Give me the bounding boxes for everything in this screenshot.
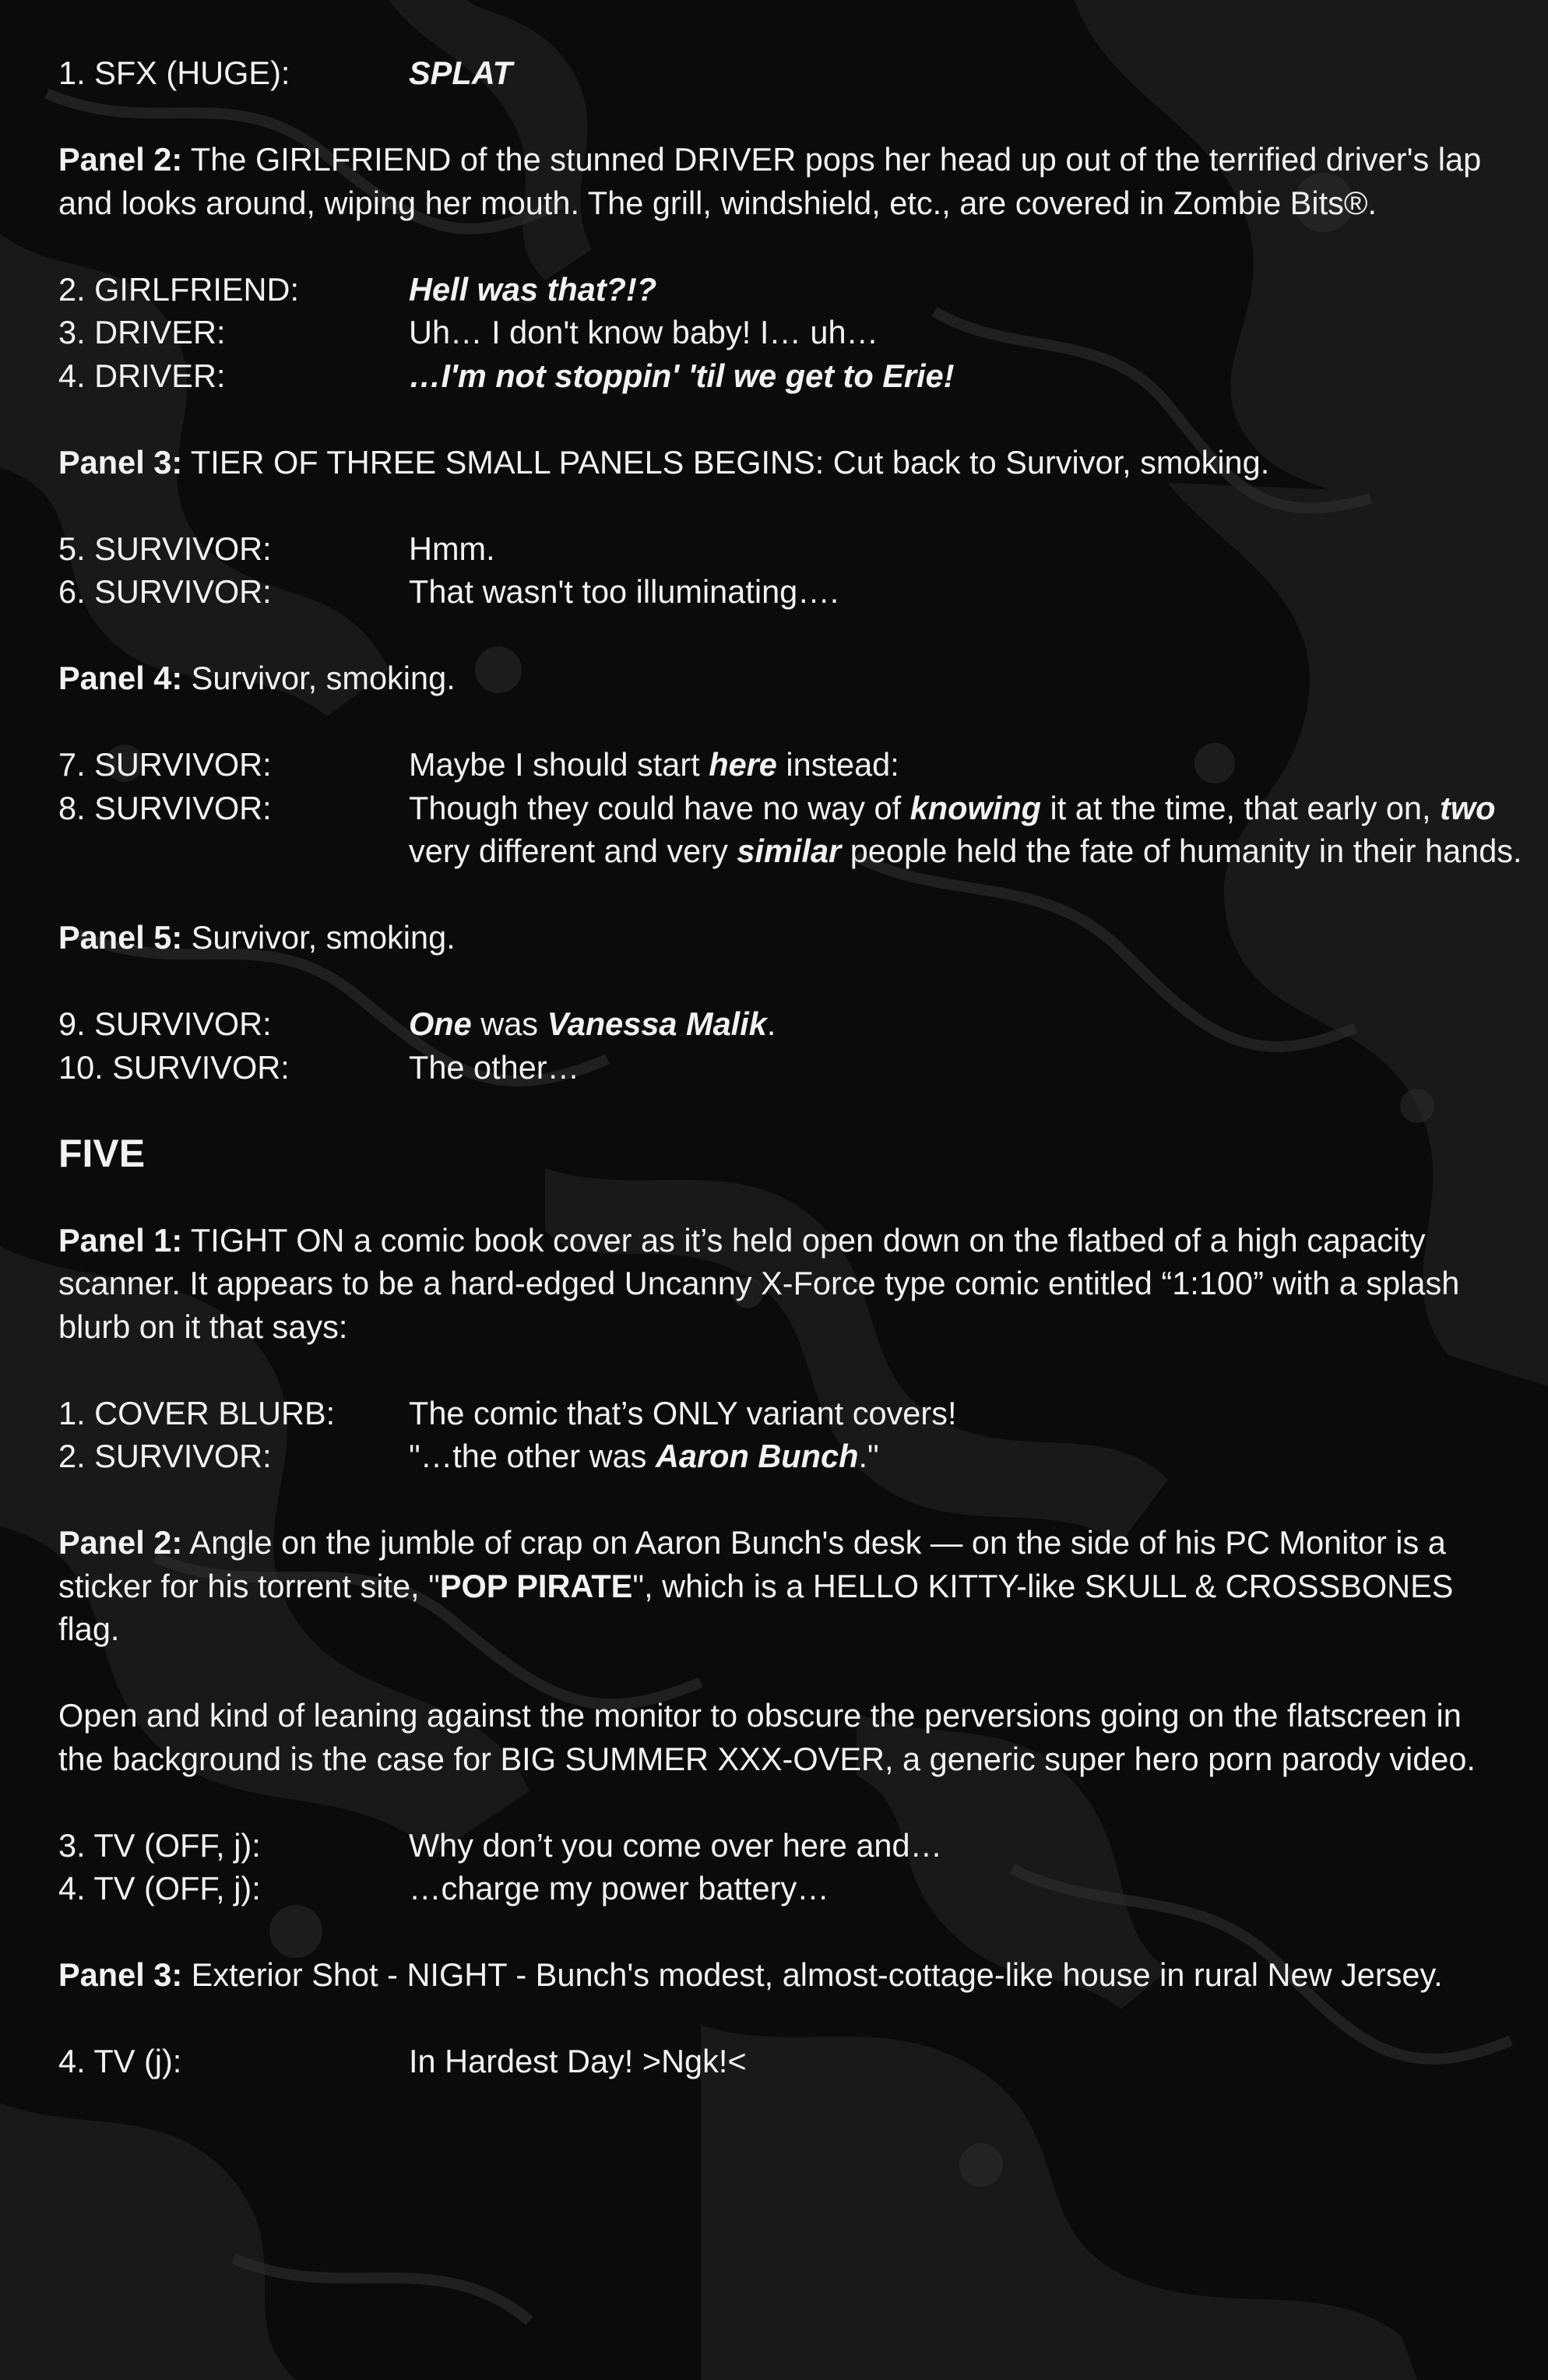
panel-description	[58, 1953, 1491, 1997]
dialogue-text	[409, 787, 1546, 873]
panel-description	[58, 1219, 1491, 1349]
emphasis-run: two	[1440, 789, 1496, 826]
script-line	[58, 570, 1548, 614]
text-run: Maybe I should start	[409, 746, 709, 783]
panel-text: The GIRLFRIEND of the stunned DRIVER pops her head up out of the terrified driver's lap and looks around, wiping her mouth. The grill, windshield, etc., are covered in Zombie Bits®.	[58, 141, 1482, 221]
emphasis-run: One	[409, 1005, 472, 1042]
script-line	[58, 1002, 1548, 1046]
panel-text: Exterior Shot - NIGHT - Bunch's modest, almost-cottage-like house in rural New Jersey.	[182, 1956, 1443, 1993]
emphasis-run: knowing	[909, 789, 1041, 826]
script-line	[58, 354, 1548, 398]
text-run: it at the time, that early on,	[1040, 789, 1441, 826]
dialogue-text	[409, 1002, 1546, 1046]
panel-description	[58, 1521, 1491, 1651]
script-line	[58, 1867, 1548, 1910]
script-line-sfx	[58, 51, 1548, 95]
panel-heading: Panel 2:	[58, 141, 183, 178]
panel-description	[58, 441, 1491, 484]
panel-text: TIER OF THREE SMALL PANELS BEGINS: Cut back to Survivor, smoking.	[182, 443, 1270, 481]
speaker-label: 4. DRIVER:	[58, 357, 226, 394]
speaker-label: 1. SFX (HUGE):	[58, 55, 290, 91]
emphasis-run: POP PIRATE	[439, 1567, 633, 1604]
dialogue-text: …charge my power battery…	[409, 1870, 829, 1906]
text-run: very different and very	[409, 833, 737, 869]
speaker-label: 3. DRIVER:	[58, 314, 226, 350]
text-run: Though they could have no way of	[409, 789, 910, 826]
dialogue-text: …I'm not stoppin' 'til we get to Erie!	[409, 357, 955, 394]
script-line	[58, 527, 1548, 571]
dialogue-text: The other…	[409, 1048, 580, 1086]
script-line	[58, 1046, 1548, 1090]
dialogue-text: Hmm.	[409, 530, 495, 567]
speaker-label: 3. TV (OFF, j):	[58, 1826, 261, 1864]
panel-text: ", which is a HELLO KITTY-like SKULL & CROSSBONES flag.	[58, 1567, 1454, 1647]
panel-description	[58, 138, 1491, 224]
speaker-label: 1. COVER BLURB:	[58, 1394, 336, 1431]
dialogue-text: The comic that’s ONLY variant covers!	[409, 1394, 957, 1431]
text-run: instead:	[776, 746, 899, 783]
emphasis-run: here	[709, 746, 777, 783]
script-line	[58, 743, 1548, 787]
panel-description	[58, 916, 1491, 959]
panel-heading: Panel 3:	[58, 1956, 183, 1993]
speaker-label: 5. SURVIVOR:	[58, 530, 272, 567]
dialogue-text: Hell was that?!?	[409, 270, 657, 308]
dialogue-text: Uh… I don't know baby! I… uh…	[409, 314, 879, 350]
text-run: was	[471, 1005, 547, 1042]
dialogue-text	[409, 1435, 1546, 1478]
panel-description	[58, 657, 1491, 700]
speaker-label: 4. TV (OFF, j):	[58, 1870, 261, 1906]
speaker-label: 8. SURVIVOR:	[58, 789, 272, 826]
panel-heading: Panel 3:	[58, 443, 183, 481]
speaker-label: 4. TV (j):	[58, 2043, 182, 2079]
speaker-label: 9. SURVIVOR:	[58, 1005, 272, 1042]
emphasis-run: Aaron Bunch	[655, 1438, 859, 1474]
description-paragraph: Open and kind of leaning against the monitor to obscure the perversions going on the flatscreen in the background is the case for BIG SUMMER XXX-OVER, a generic super hero porn parody video.	[58, 1697, 1476, 1777]
speaker-label: 10. SURVIVOR:	[58, 1048, 290, 1086]
panel-text: Survivor, smoking.	[182, 919, 456, 956]
script-line	[58, 1824, 1548, 1868]
text-run: "…the other was	[409, 1438, 656, 1474]
section-heading: FIVE	[58, 1131, 146, 1175]
dialogue-text	[409, 743, 1546, 787]
emphasis-run: similar	[737, 833, 842, 869]
panel-text: TIGHT ON a comic book cover as it’s held open down on the flatbed of a high capacity scanner. It appears to be a hard-edged Uncanny X-Force type comic entitled “1:100” with a splash blurb on it that says:	[58, 1221, 1460, 1345]
speaker-label: 2. SURVIVOR:	[58, 1438, 272, 1474]
panel-heading: Panel 1:	[58, 1221, 183, 1259]
dialogue-text: In Hardest Day! >Ngk!<	[409, 2043, 747, 2079]
panel-heading: Panel 5:	[58, 919, 183, 956]
script-line	[58, 268, 1548, 312]
script-line	[58, 1392, 1548, 1435]
dialogue-text: Why don’t you come over here and…	[409, 1826, 943, 1864]
panel-heading: Panel 2:	[58, 1524, 183, 1561]
speaker-label: 7. SURVIVOR:	[58, 746, 272, 783]
text-run: ."	[858, 1438, 879, 1474]
script-line	[58, 2040, 1548, 2083]
text-run: people held the fate of humanity in their hands.	[841, 833, 1522, 869]
script-line	[58, 787, 1548, 873]
panel-heading: Panel 4:	[58, 660, 183, 696]
dialogue-text: SPLAT	[409, 55, 512, 91]
text-run: .	[766, 1005, 776, 1042]
script-line	[58, 1435, 1548, 1478]
speaker-label: 6. SURVIVOR:	[58, 573, 272, 610]
script-line	[58, 311, 1548, 354]
panel-text: Survivor, smoking.	[182, 660, 456, 696]
panel-text: Angle on the jumble of crap on Aaron Bunch's desk — on the side of his PC Monitor is a sticker for his torrent site, "	[58, 1524, 1446, 1604]
speaker-label: 2. GIRLFRIEND:	[58, 270, 300, 308]
dialogue-text: That wasn't too illuminating….	[409, 573, 839, 610]
emphasis-run: Vanessa Malik	[547, 1005, 767, 1042]
